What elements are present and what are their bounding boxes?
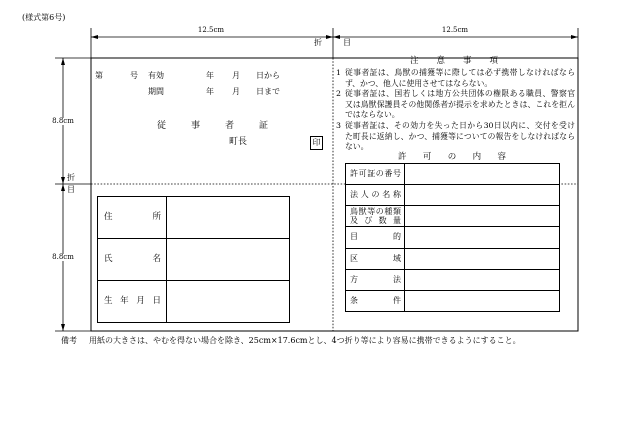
permit-row-area	[346, 248, 559, 269]
arrow-left-top-end	[61, 58, 65, 65]
fold-mark-top-me: 目	[343, 38, 351, 47]
holder-label-address: 住所	[104, 212, 161, 223]
permit-label-license-number: 許可証の番号	[350, 169, 401, 179]
permit-label-species: 鳥獣等の種類	[350, 206, 401, 216]
holder-value-birthdate	[167, 281, 289, 322]
note-1-line-1	[336, 68, 577, 79]
note-3-line-2	[336, 132, 577, 143]
permit-label-cell-conditions	[346, 291, 405, 311]
note-2-text-line-3: ではならない。	[345, 110, 400, 120]
note-2-text-line-1: 従事者証は、国若しくは地方公共団体の権限ある職員、警察官	[345, 89, 575, 99]
holder-value-name	[167, 239, 289, 280]
validity-label-line1: 有効	[148, 71, 164, 80]
permit-value-area	[405, 249, 559, 269]
holder-value-address	[167, 197, 289, 238]
note-1-text-line-1: 従事者証は、鳥獣の捕獲等に際しては必ず携帯しなければなら	[345, 68, 575, 77]
arrow-top-center-left	[326, 35, 333, 39]
note-3-line-1	[336, 121, 577, 132]
dimension-label-width-right: 12.5cm	[441, 26, 469, 34]
permit-value-corporation-name	[405, 185, 559, 205]
permit-label-conditions: 条件	[350, 295, 401, 305]
issuer-title: 町長	[229, 137, 248, 147]
permit-label-method: 方法	[350, 274, 401, 284]
arrow-left-bottom-end	[61, 324, 65, 331]
permit-title: 許可の内容	[398, 152, 506, 162]
arrow-top-right-end	[571, 35, 578, 39]
note-2-line-3	[336, 110, 577, 121]
fold-mark-top-ori: 折	[314, 38, 322, 47]
note-3-text-line-2: た町長に返納し、かつ、捕獲等についての報告をしなければなら	[345, 131, 575, 141]
permit-label-cell-purpose	[346, 227, 405, 247]
validity-from-day: 日から	[256, 71, 280, 80]
validity-label-line2: 期間	[148, 87, 164, 96]
permit-value-conditions	[405, 291, 559, 311]
permit-row-method	[346, 269, 559, 290]
note-2-line-2	[336, 100, 577, 111]
permit-label-purpose: 目的	[350, 232, 401, 242]
note-3-text-line-3: ない。	[345, 142, 369, 152]
dimension-label-width-left: 12.5cm	[197, 26, 225, 34]
holder-row-birthdate	[98, 280, 289, 322]
note-1-number: 1	[336, 68, 341, 77]
holder-label-cell-name	[98, 239, 167, 280]
permit-row-species-quantity	[346, 205, 559, 226]
holder-label-cell-address	[98, 197, 167, 238]
holder-label-birthdate: 生年月日	[104, 296, 161, 307]
note-2-text-line-2: 又は鳥獣保護員その他関係者が提示を求めたときは、これを拒ん	[345, 99, 575, 109]
permit-label-corporation-name: 法人の名称	[350, 190, 401, 200]
holder-label-name: 氏名	[104, 254, 161, 265]
holder-row-name	[98, 238, 289, 280]
remarks-label: 備考	[61, 336, 77, 345]
note-1-text-line-2: ず、かつ、他人に使用させてはならない。	[345, 78, 493, 88]
fold-mark-left-me: 目	[67, 185, 75, 194]
note-1-line-2	[336, 79, 577, 90]
permit-label-cell-area	[346, 249, 405, 269]
notes-title: 注意事項	[410, 56, 498, 66]
certificate-title: 従事者証	[157, 121, 268, 131]
permit-label-cell-corporation-name	[346, 185, 405, 205]
note-3-text-line-1: 従事者証は、その効力を失った日から30日以内に、交付を受け	[345, 120, 575, 130]
permit-row-purpose	[346, 226, 559, 247]
validity-from-year: 年	[206, 71, 214, 80]
permit-row-license-number	[346, 164, 559, 184]
permit-label-quantity: 及び数量	[350, 216, 401, 226]
note-3-number: 3	[336, 120, 341, 130]
dimension-label-height-lower: 8.8cm	[49, 254, 77, 261]
notes-list	[336, 68, 577, 153]
permit-details-table	[345, 163, 560, 312]
form-number: (様式第6号)	[22, 13, 66, 22]
note-2-line-1	[336, 89, 577, 100]
certificate-number-prefix: 第	[95, 71, 103, 80]
permit-row-conditions	[346, 290, 559, 311]
dimension-label-height-upper: 8.8cm	[49, 118, 77, 125]
permit-value-method	[405, 270, 559, 290]
holder-info-table	[97, 196, 290, 323]
arrow-left-fold-lower	[61, 184, 65, 191]
permit-value-license-number	[405, 164, 559, 184]
holder-label-cell-birthdate	[98, 281, 167, 322]
validity-until-day: 日まで	[256, 87, 280, 96]
certificate-number-suffix: 号	[130, 71, 138, 80]
validity-until-year: 年	[206, 87, 214, 96]
holder-row-address	[98, 197, 289, 238]
validity-until-month: 月	[232, 87, 240, 96]
seal-mark: 印	[310, 136, 323, 150]
permit-row-corporation-name	[346, 184, 559, 205]
arrow-top-left-end	[91, 35, 98, 39]
permit-label-cell-species-quantity	[346, 206, 405, 226]
validity-from-month: 月	[232, 71, 240, 80]
permit-label-cell-license-number	[346, 164, 405, 184]
remarks-text: 用紙の大きさは、やむを得ない場合を除き、25cm×17.6cmとし、4つ折り等により容易に携帯できるようにすること。	[89, 336, 521, 345]
arrow-top-center-right	[333, 35, 340, 39]
permit-value-species-quantity	[405, 206, 559, 226]
fold-mark-left-ori: 折	[67, 173, 75, 182]
permit-label-area: 区域	[350, 253, 401, 263]
permit-label-cell-method	[346, 270, 405, 290]
arrow-left-fold-upper	[61, 177, 65, 184]
permit-value-purpose	[405, 227, 559, 247]
note-2-number: 2	[336, 89, 341, 99]
